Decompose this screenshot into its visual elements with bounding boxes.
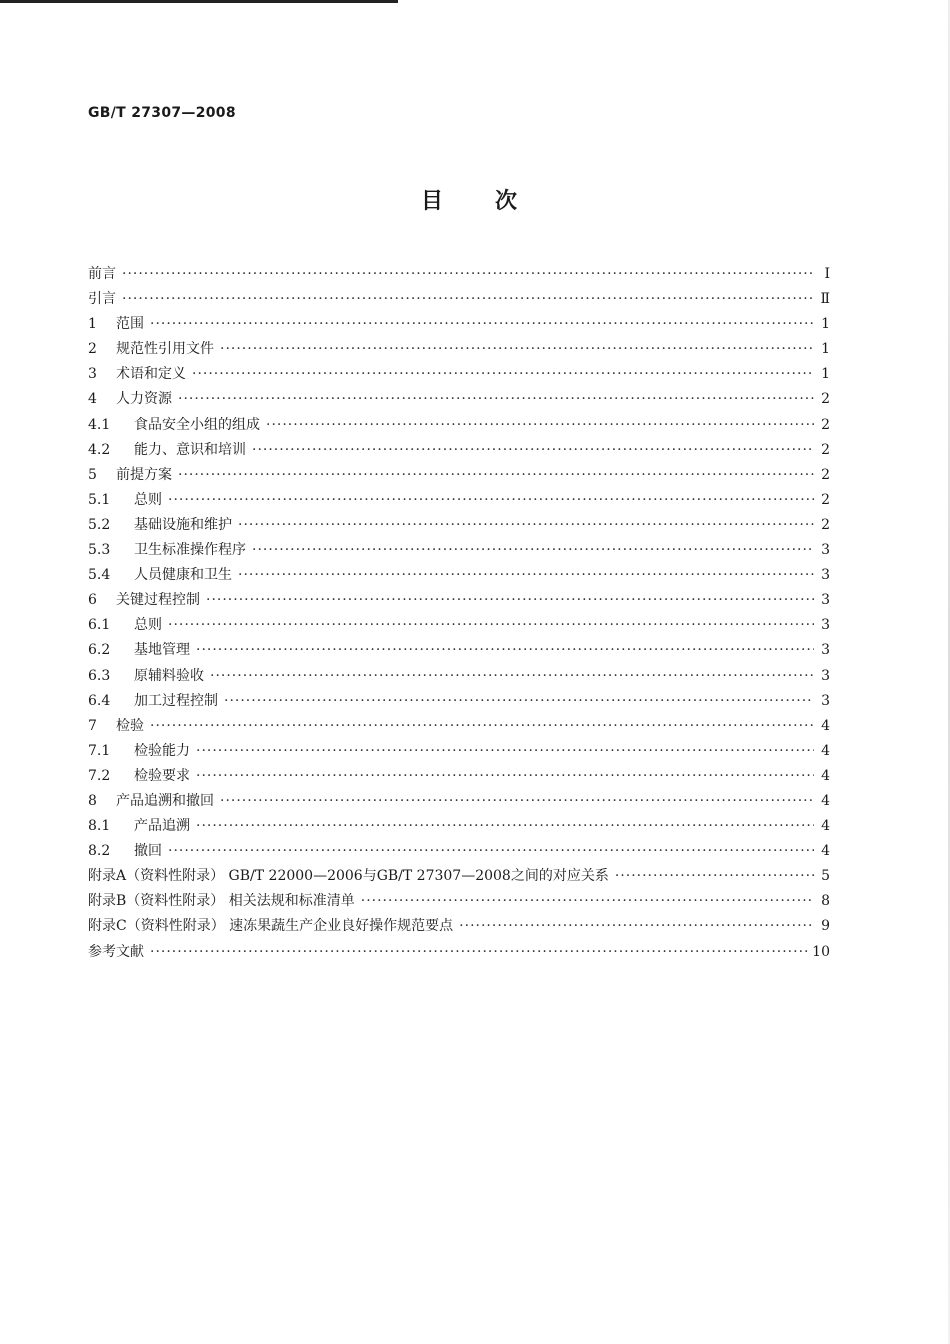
toc-leader-dots [615,864,814,889]
toc-page-number: 3 [821,667,830,684]
toc-leader-dots [196,764,814,789]
toc-page-number: 4 [821,792,830,809]
toc-entry-label: 总则 [134,491,162,508]
toc-leader-dots [150,940,808,965]
toc-entry-label: 加工过程控制 [134,692,218,709]
toc-entry-number: 5.2 [88,516,111,533]
toc-entry[interactable] [88,413,830,438]
toc-entry-label: 产品追溯 [134,818,190,835]
toc-leader-dots [206,588,814,613]
toc-leader-dots [220,789,814,814]
toc-leader-dots [459,914,814,939]
toc-entry-number: 6.1 [88,617,111,634]
toc-entry-label: 人力资源 [116,391,172,408]
toc-entry[interactable] [88,362,830,387]
toc-page-number: 2 [821,416,830,433]
toc-page-number: 8 [821,893,830,910]
toc-entry[interactable] [88,463,830,488]
toc-leader-dots [196,638,814,663]
toc-leader-dots [361,889,814,914]
toc-leader-dots [192,362,814,387]
toc-leader-dots [168,488,814,513]
toc-page-number: 1 [821,366,830,383]
toc-entry[interactable] [88,664,830,689]
toc-entry-number: 3 [88,366,97,383]
toc-entry-number: 4 [88,391,97,408]
toc-page-number: 4 [821,717,830,734]
toc-entry[interactable] [88,789,830,814]
toc-entry-label: 基础设施和维护 [134,516,232,533]
toc-entry-label: 规范性引用文件 [116,341,214,358]
toc-entry[interactable] [88,638,830,663]
toc-entry-number: 5.1 [88,491,111,508]
toc-page-number: 9 [821,918,830,935]
toc-page-number: 4 [821,843,830,860]
toc-entry-label: 关键过程控制 [116,592,200,609]
toc-leader-dots [150,714,814,739]
toc-entry-number: 6.2 [88,642,111,659]
toc-entry[interactable] [88,839,830,864]
toc-page-number: 3 [821,592,830,609]
toc-entry-label: 撤回 [134,843,162,860]
toc-leader-dots [220,337,814,362]
toc-leader-dots [196,814,814,839]
toc-entry[interactable] [88,739,830,764]
toc-page-number: 3 [821,642,830,659]
toc-page-number: 3 [821,542,830,559]
toc-entry-label: 检验能力 [134,742,190,759]
toc-leader-dots [238,563,814,588]
toc-page-number: 5 [821,868,830,885]
toc-page-number: 2 [821,391,830,408]
toc-entry[interactable] [88,613,830,638]
standard-code: GB/T 27307—2008 [88,105,236,121]
toc-leader-dots [252,438,814,463]
toc-page-number: 2 [821,516,830,533]
toc-page-number: 1 [821,341,830,358]
toc-entry-number: 4.2 [88,441,111,458]
toc-entry-number: 5.4 [88,567,111,584]
toc-entry[interactable] [88,889,830,914]
toc-leader-dots [168,839,814,864]
toc-entry-label: 前言 [88,266,116,282]
toc-leader-dots [210,664,814,689]
toc-entry-number: 7.2 [88,767,111,784]
toc-entry-label: 人员健康和卫生 [134,567,232,584]
toc-page-number: 4 [821,767,830,784]
toc-entry-number: 4.1 [88,416,111,433]
toc-entry-number: 5.3 [88,542,111,559]
toc-entry-number: 7 [88,717,97,734]
toc-entry-label: 参考文献 [88,943,144,960]
toc-entry-number: 6.4 [88,692,111,709]
toc-entry-label: 检验要求 [134,767,190,784]
toc-entry-number: 5 [88,466,97,483]
toc-entry-number: 2 [88,341,97,358]
toc-leader-dots [150,312,814,337]
toc-entry-label: 范围 [116,316,144,333]
toc-entry[interactable] [88,262,830,287]
toc-leader-dots [122,262,814,287]
toc-page-number: 2 [821,491,830,508]
toc-leader-dots [168,613,814,638]
toc-leader-dots [266,413,814,438]
toc-entry[interactable] [88,914,830,939]
toc-page-number: 4 [821,742,830,759]
toc-entry-number: 6.3 [88,667,111,684]
toc-entry[interactable] [88,814,830,839]
toc-entry-label: 基地管理 [134,642,190,659]
toc-entry-label: 总则 [134,617,162,634]
toc-entry[interactable] [88,940,830,965]
toc-page-number: 3 [821,567,830,584]
toc-entry-label: 检验 [116,717,144,734]
toc-page-number: 3 [821,692,830,709]
toc-page-number: Ⅱ [820,291,830,308]
toc-entry[interactable] [88,764,830,789]
toc-entry[interactable] [88,513,830,538]
toc-leader-dots [196,739,814,764]
toc-leader-dots [122,287,814,312]
toc-entry[interactable] [88,438,830,463]
toc-entry-label: 引言 [88,291,116,308]
table-of-contents [88,262,830,965]
toc-entry[interactable] [88,387,830,412]
toc-entry-label: 附录B（资料性附录） 相关法规和标准清单 [88,893,355,910]
toc-entry-number: 8 [88,792,97,809]
toc-entry[interactable] [88,714,830,739]
toc-entry-label: 能力、意识和培训 [134,441,246,458]
toc-entry-label: 术语和定义 [116,366,186,383]
toc-page-number: 2 [821,441,830,458]
toc-entry-number: 1 [88,316,97,333]
toc-leader-dots [178,463,814,488]
toc-leader-dots [238,513,814,538]
toc-entry-label: 附录C（资料性附录） 速冻果蔬生产企业良好操作规范要点 [88,918,454,935]
toc-leader-dots [178,387,814,412]
toc-entry-number: 8.1 [88,818,111,835]
toc-entry-number: 8.2 [88,843,111,860]
toc-entry-label: 原辅料验收 [134,667,204,684]
toc-entry[interactable] [88,689,830,714]
toc-entry[interactable] [88,312,830,337]
toc-entry-number: 7.1 [88,742,111,759]
toc-entry[interactable] [88,864,830,889]
toc-entry-label: 食品安全小组的组成 [134,416,260,433]
toc-entry-number: 6 [88,592,97,609]
scan-edge-bar [0,0,398,3]
toc-entry[interactable] [88,337,830,362]
toc-page-number: 10 [812,943,830,960]
toc-entry-label: 卫生标准操作程序 [134,542,246,559]
toc-entry-label: 附录A（资料性附录） GB/T 22000—2006与GB/T 27307—2008之间的对应关系 [88,868,609,885]
page-title: 目次 [420,189,569,214]
toc-page-number: 2 [821,466,830,483]
toc-entry[interactable] [88,488,830,513]
toc-page-number: Ⅰ [824,266,830,282]
toc-leader-dots [224,689,814,714]
toc-entry[interactable] [88,588,830,613]
toc-leader-dots [252,538,814,563]
toc-entry[interactable] [88,538,830,563]
toc-page-number: 3 [821,617,830,634]
toc-page-number: 4 [821,818,830,835]
toc-page-number: 1 [821,316,830,333]
toc-entry[interactable] [88,563,830,588]
toc-entry-label: 产品追溯和撤回 [116,792,214,809]
toc-entry[interactable] [88,287,830,312]
toc-entry-label: 前提方案 [116,466,172,483]
